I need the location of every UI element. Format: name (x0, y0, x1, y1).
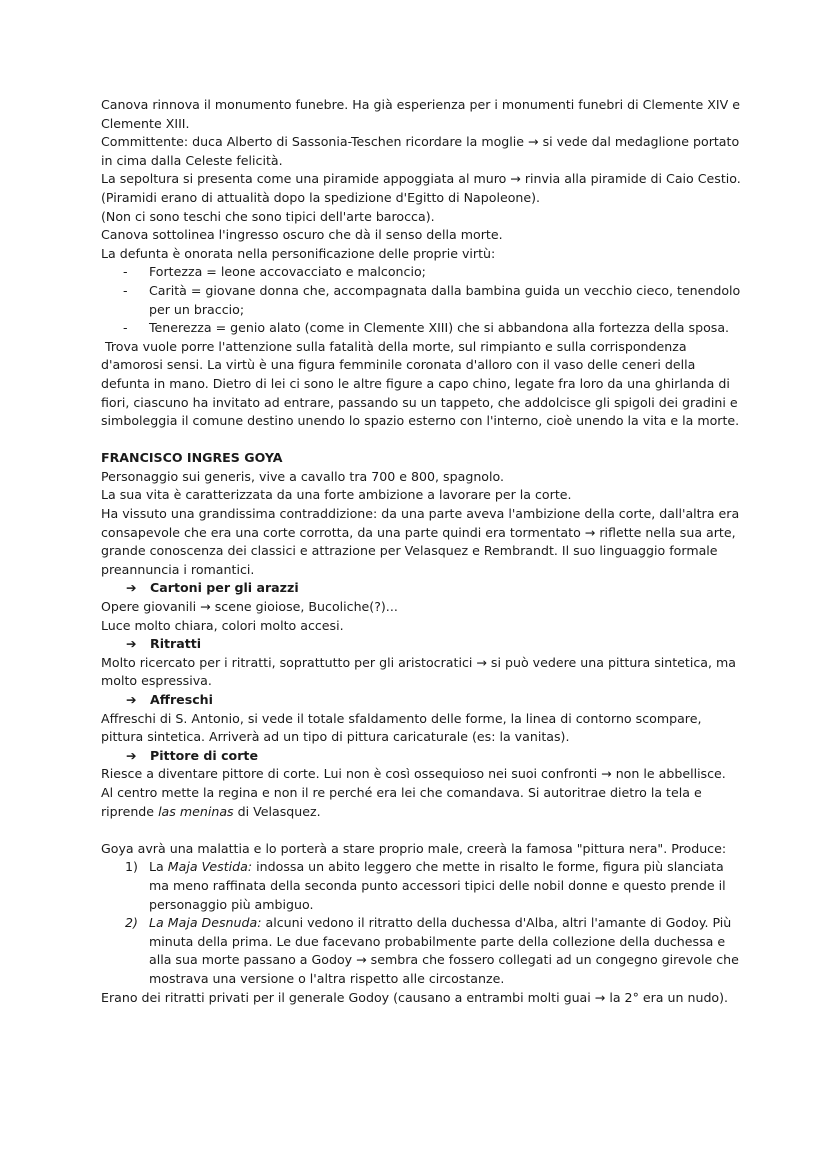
paragraph: La sepoltura si presenta come una piramide appoggiata al muro → rinvia alla piramide di Caio Cestio. (101, 171, 741, 187)
paragraph: (Non ci sono teschi che sono tipici dell'arte barocca). (101, 208, 435, 224)
paragraph-text: Riesce a diventare pittore di corte. Lui non è così ossequioso nei suoi confronti → non le abbellisce. Al centro mette la regina e non il re perché era lei che comandava. Si autoritrae dietro la tela e riprende (101, 766, 726, 819)
arrow-icon: ➔ (126, 636, 137, 652)
list-number: 1) (125, 859, 138, 875)
paragraph: Personaggio sui generis, vive a cavallo tra 700 e 800, spagnolo. (101, 468, 504, 484)
paragraph: Canova sottolinea l'ingresso oscuro che dà il senso della morte. (101, 227, 503, 243)
paragraph: Committente: duca Alberto di Sassonia-Teschen ricordare la moglie → si vede dal medaglione portato in cima dalla Celeste felicità. (101, 134, 740, 168)
paragraph: Erano dei ritratti privati per il generale Godoy (causano a entrambi molti guai → la 2° era un nudo). (101, 989, 729, 1005)
subheading (101, 635, 741, 654)
subheading-text: Affreschi (150, 692, 213, 707)
paragraph: La defunta è onorata nella personificazione delle proprie virtù: (101, 245, 496, 261)
item-text: alcuni vedono il ritratto della duchessa d'Alba, altri l'amante di Godoy. Più minuta della prima. Le due facevano probabilmente parte della collezione della duchessa e alla sua morte passano a Godoy → sembra che fossero collegati ad un congegno girevole che mostrava una versione o l'altra rispetto alle circostanze. (149, 915, 739, 986)
paragraph: Canova rinnova il monumento funebre. Ha già esperienza per i monumenti funebri di Clemente XIV e Clemente XIII. (101, 97, 741, 131)
list-item (101, 858, 741, 914)
paragraph: Molto ricercato per i ritratti, soprattutto per gli aristocratici → si può vedere una pittura sintetica, ma molto espressiva. (101, 654, 736, 689)
subheading-text: Ritratti (150, 636, 202, 652)
list-item: - Fortezza = leone accovacciato e malconcio; (101, 263, 741, 282)
italic-title: Maja Vestida: (167, 859, 253, 875)
list-number: 2) (125, 915, 138, 931)
list-item (101, 914, 741, 988)
paragraph (101, 765, 741, 821)
spacer (101, 821, 741, 840)
subheading (101, 691, 741, 710)
subheading (101, 747, 741, 766)
works-list (101, 858, 741, 988)
paragraph: Ha vissuto una grandissima contraddizione: da una parte aveva l'ambizione della corte, dall'altra era consapevole che era una corte corrotta, da una parte quindi era tormentato → riflette nella sua arte, grande conoscenza dei classici e attrazione per Velasquez e Rembrandt. Il suo linguaggio formale preannuncia i romantici. (101, 506, 740, 577)
paragraph: Opere giovanili → scene gioiose, Bucoliche(?)... (101, 599, 398, 615)
document-page (101, 96, 741, 1007)
italic-title: La Maja Desnuda: (149, 915, 262, 931)
subheading (101, 579, 741, 598)
spacer (101, 431, 741, 450)
paragraph: Affreschi di S. Antonio, si vede il totale sfaldamento delle forme, la linea di contorno scompare, pittura sintetica. Arriverà ad un tipo di pittura caricaturale (es: la vanitas). (101, 710, 702, 745)
arrow-icon: ➔ (126, 747, 137, 763)
arrow-icon: ➔ (126, 692, 137, 707)
subheading-text: Cartoni per gli arazzi (150, 580, 299, 596)
section-heading: FRANCISCO INGRES GOYA (101, 450, 283, 466)
paragraph: Luce molto chiara, colori molto accesi. (101, 617, 344, 633)
list-item: - Carità = giovane donna che, accompagnata dalla bambina guida un vecchio cieco, tenendolo per un braccio; (101, 282, 741, 319)
paragraph-text: Trova vuole porre l'attenzione sulla fatalità della morte, sul rimpianto e sulla corrispondenza d'amorosi sensi. La virtù è una figura femminile coronata d'alloro con il vaso delle ceneri della defunta in mano. Dietro di lei ci sono le altre figure a capo chino, legate fra loro da una ghirlanda di fiori, ciascuno ha invitato ad entrare, passando su un tappeto, che addolcisce gli spigoli dei gradini e simboleggia il comune destino unendo lo spazio esterno con l'interno, cioè unendo la vita e la morte. (101, 338, 740, 429)
list-item: - Tenerezza = genio alato (come in Clemente XIII) che si abbandona alla fortezza della sposa. (101, 319, 741, 338)
paragraph-text: di Velasquez. (237, 803, 321, 819)
virtues-list (101, 263, 741, 337)
paragraph: La sua vita è caratterizzata da una forte ambizione a lavorare per la corte. (101, 487, 572, 503)
arrow-icon: ➔ (126, 580, 137, 596)
paragraph: (Piramidi erano di attualità dopo la spedizione d'Egitto di Napoleone). (101, 189, 541, 205)
item-pre: La (149, 859, 164, 875)
item-text: indossa un abito leggero che mette in risalto le forme, figura più slanciata ma meno raffinata della seconda punto accessori tipici delle nobil donne e questo prende il personaggio più ambiguo. (149, 859, 726, 912)
subheading-text: Pittore di corte (150, 747, 258, 763)
italic-title: las meninas (158, 803, 234, 819)
paragraph (101, 338, 741, 431)
paragraph: Goya avrà una malattia e lo porterà a stare proprio male, creerà la famosa "pittura nera". Produce: (101, 840, 727, 856)
